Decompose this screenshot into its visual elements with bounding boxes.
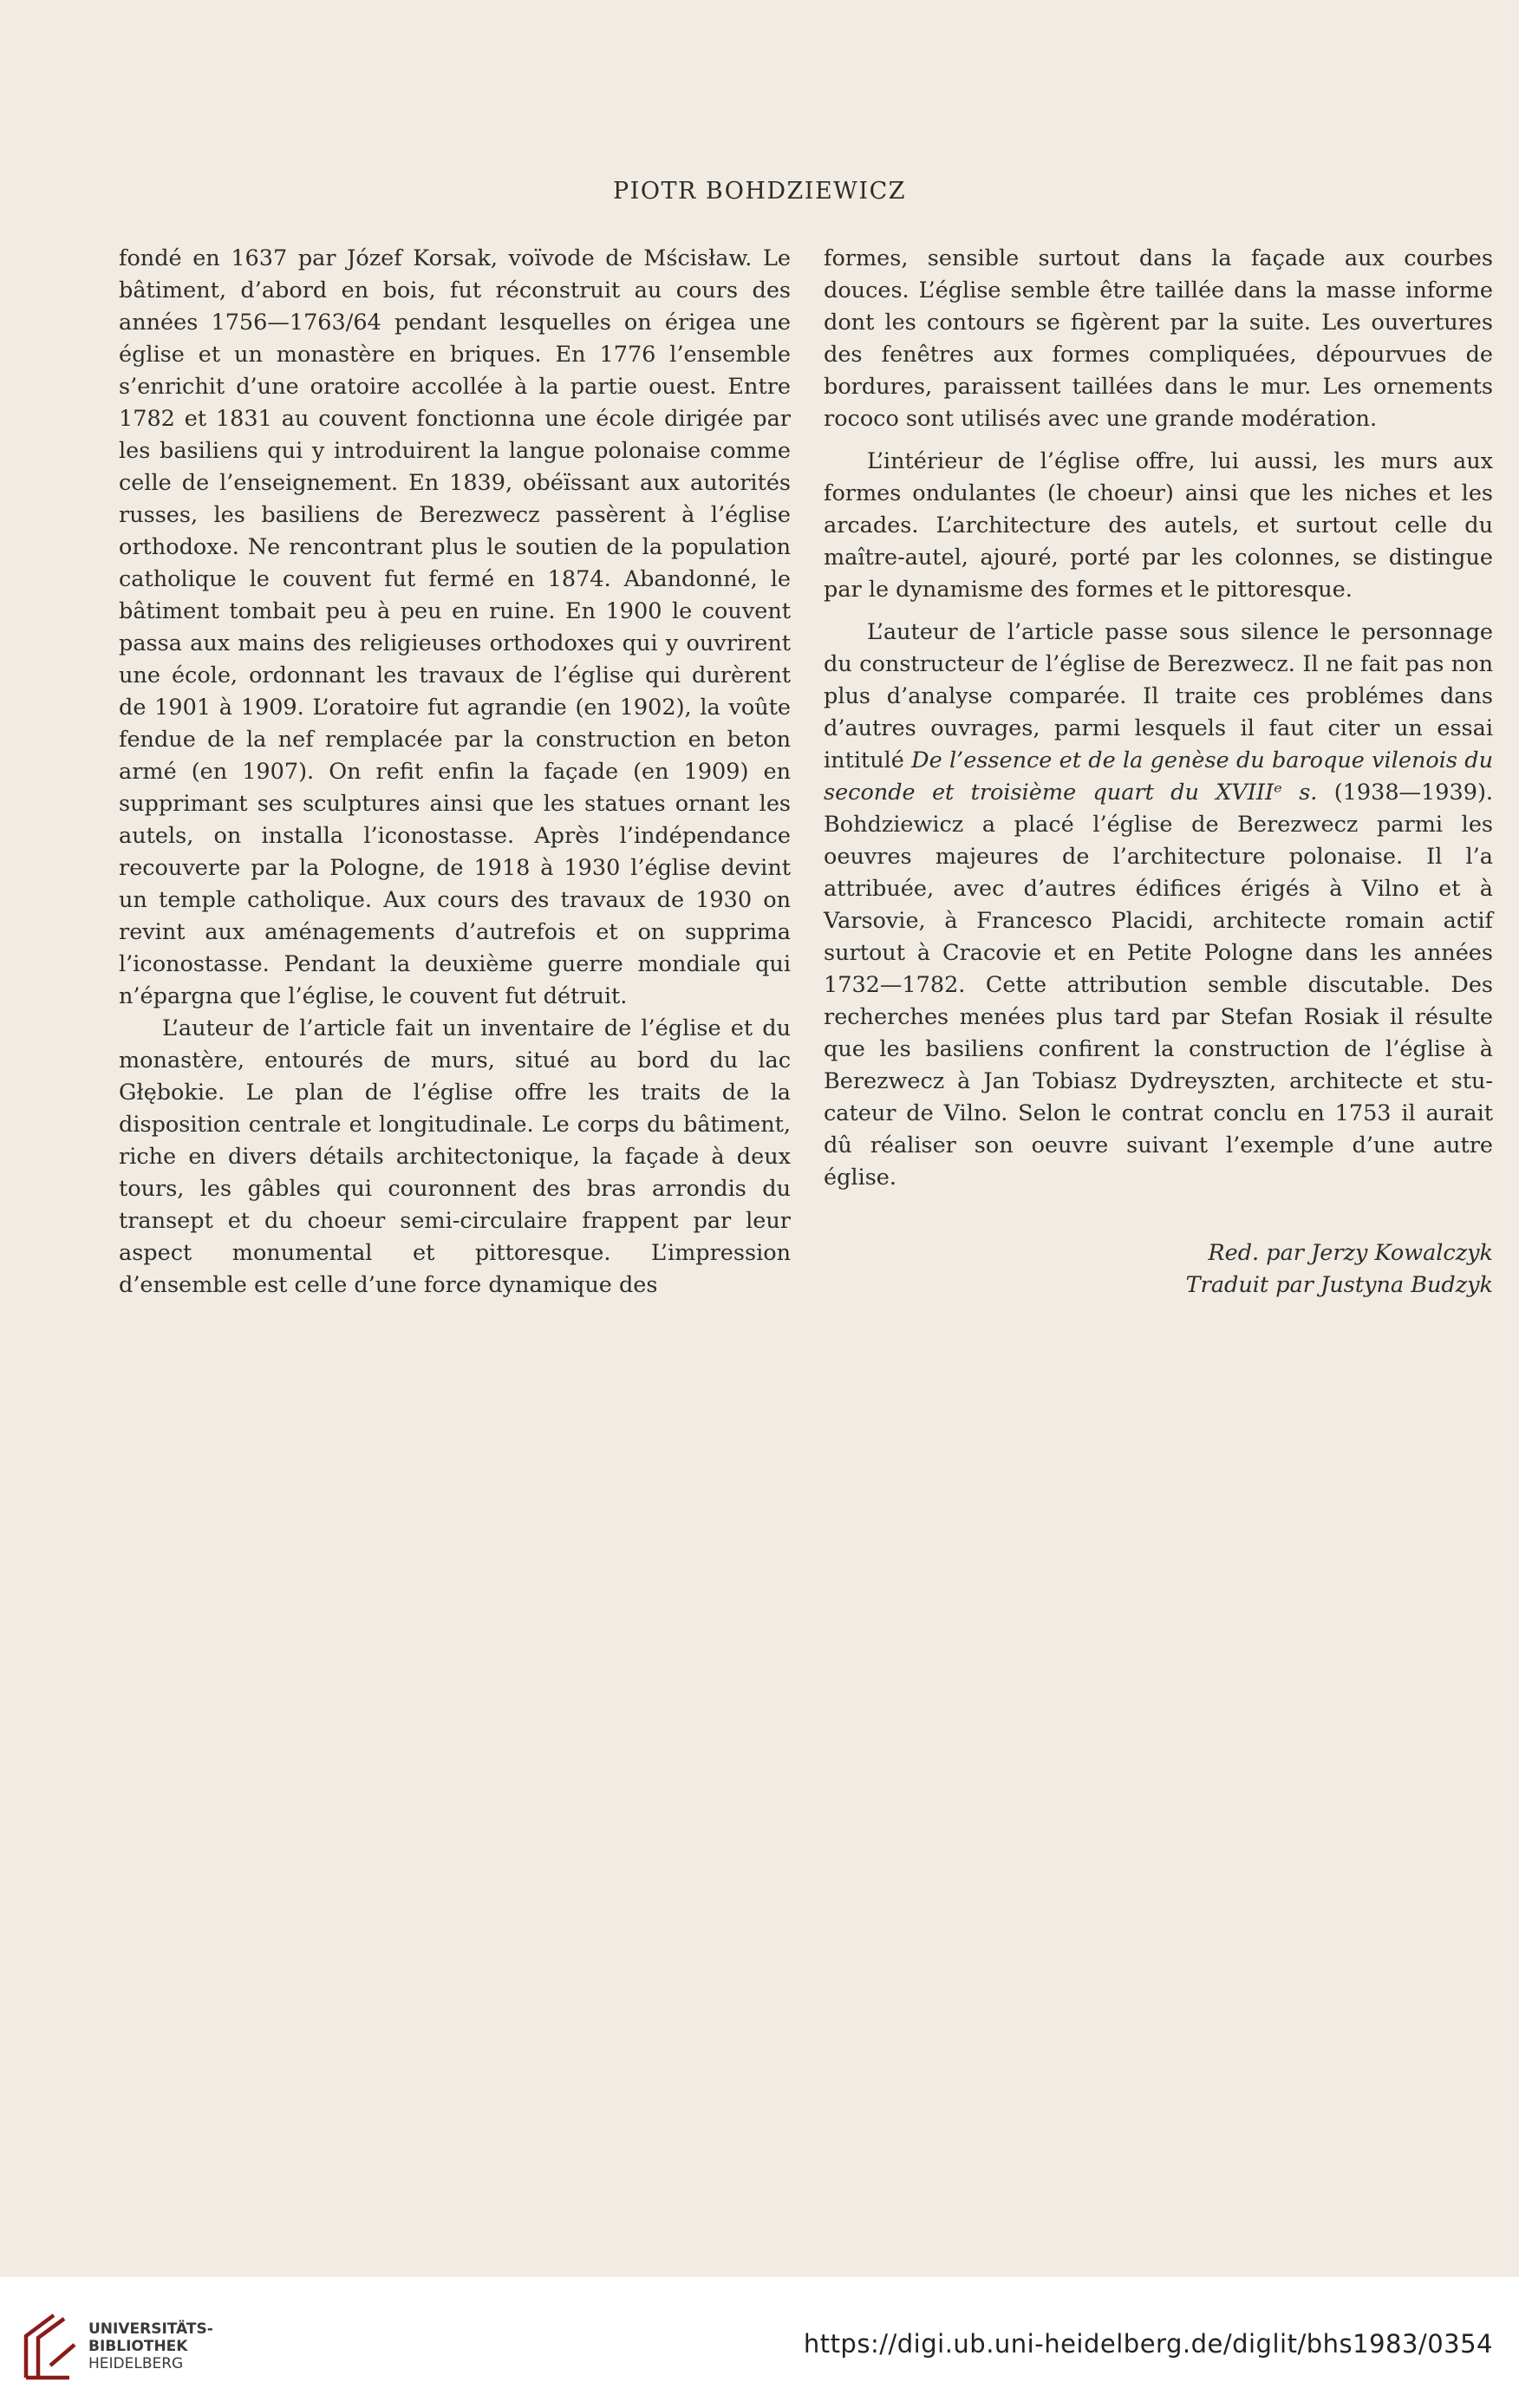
left-paragraph-1: fondé en 1637 par Józef Korsak, voïvode de Mścisław. Le bâtiment, d’abord en bois, fut réconstruit au cours des années 1756—1763/64 pendant lesquelles on érigea une église et un monastère en briques. En 1776 l’ensemble s’enrichit d’une oratoire accollée à la partie ouest. Entre 1782 et 1831 au couvent fonctionna une école dirigée par les basiliens qui y introduirent la langue polonaise comme celle de l’enseignement. En 1839, obéïssant aux autorités russes, les basiliens de Berezwecz passèrent à l’église orthodoxe. Ne rencontrant plus le soutien de la population catholique le couvent fut fermé en 1874. Abandonné, le bâtiment tombait peu à peu en ruine. En 1900 le couvent passa aux mains des religieuses orthodoxes qui y ouvrirent une école, ordonnant les travaux de l’église qui durèrent de 1901 à 1909. L’oratoire fut agrandie (en 1902), la voûte fendue de la nef remplacée par la construction en beton armé (en 1907). On refit enfin la façade (en 1909) en supprimant ses sculptures ainsi que les statues ornant les autels, on installa l’iconostasse. Après l’indépendance recouverte par la Pologne, de 1918 à 1930 l’église devint un temple catholique. Aux cours des travaux de 1930 on revint aux aménagements d’autrefois et on supprima l’iconostasse. Pendant la deuxième guerre mondiale qui n’épargna que l’église, le couvent fut détruit. [119, 245, 791, 1009]
library-name [88, 2320, 213, 2372]
right-paragraph-1: formes, sensible surtout dans la façade aux courbes douces. L’église semble être taillée dans la masse informe dont les contours se figèrent par la suite. Les ouvertures des fenêtres aux formes compliquées, dépourvues de bordures, paraissent taillées dans le mur. Les ornements rococo sont utilisés avec une grande modération. [824, 245, 1493, 432]
ub-heidelberg-logo-icon [19, 2312, 78, 2381]
library-name-line: UNIVERSITÄTS- [88, 2320, 213, 2338]
right-paragraph-2: L’intérieur de l’église offre, lui aussi, les murs aux formes ondulantes (le choeur) ainsi que les niches et les arcades. L’architecture des autels, et surtout celle du maître-autel, ajouré, porté par les colonnes, se distingue par le dynamisme des formes et le pittoresque. [824, 448, 1493, 603]
library-name-line: BIBLIOTHEK [88, 2338, 188, 2355]
source-url-link[interactable]: https://digi.ub.uni-heidelberg.de/diglit/bhs1983/0354 [803, 2329, 1493, 2359]
running-head: PIOTR BOHDZIEWICZ [612, 178, 907, 205]
right-column [824, 243, 1493, 1302]
signature-block [824, 1237, 1493, 1302]
editor-credit: Red. par Jerzy Kowalczyk [1208, 1240, 1493, 1266]
translator-credit: Traduit par Justyna Budzyk [1185, 1272, 1493, 1298]
paragraph-text: L’auteur de l’article passe sous silence le personnage du constructeur de l’église de Berezwecz. Il ne fait pas non plus d’analyse comparée. Il traite ces problémes dans d’autres ouvrages, parmi lesquels il faut citer un essai intitulé [824, 619, 1493, 773]
right-paragraph-3 [824, 617, 1493, 1194]
essay-title: De l’essence et de la genèse du baroque vilenois du seconde et troisième quart du XVIIIᵉ s. [824, 747, 1493, 806]
left-column [119, 243, 791, 1302]
left-paragraph-2: L’auteur de l’article fait un inventaire de l’église et du monastère, entourés de murs, situé au bord du lac Głębokie. Le plan de l’église offre les traits de la disposition centrale et longitudinale. Le corps du bâtiment, riche en divers détails architectonique, la façade à deux tours, les gâbles qui couronnent des bras arrondis du transept et du choeur semi-circulaire frappent par leur aspect monumental et pittoresque. L’impression d’ensemble est celle d’une force dynamique des [119, 1015, 791, 1298]
paragraph-text: (1938—1939). Bohdziewicz a placé l’église de Berezwecz parmi les oeuvres majeures de l’architecture polonaise. Il l’a attribuée, avec d’autres édifices érigés à Vilno et à Varsovie, à Francesco Placidi, architecte romain actif surtout à Cracovie et en Petite Pologne dans les années 1732—1782. Cette attribution semble discutable. Des recherches menées plus tard par Stefan Rosiak il résulte que les basiliens confirent la construction de l’église à Berezwecz à Jan Tobiasz Dydreyszten, architecte et stucateur de Vilno. Selon le contrat conclu en 1753 il aurait dû réaliser son oeuvre suivant l’exemple d’une autre église. [824, 780, 1493, 1191]
footer-bar [0, 2277, 1519, 2408]
library-name-line: HEIDELBERG [88, 2355, 184, 2372]
